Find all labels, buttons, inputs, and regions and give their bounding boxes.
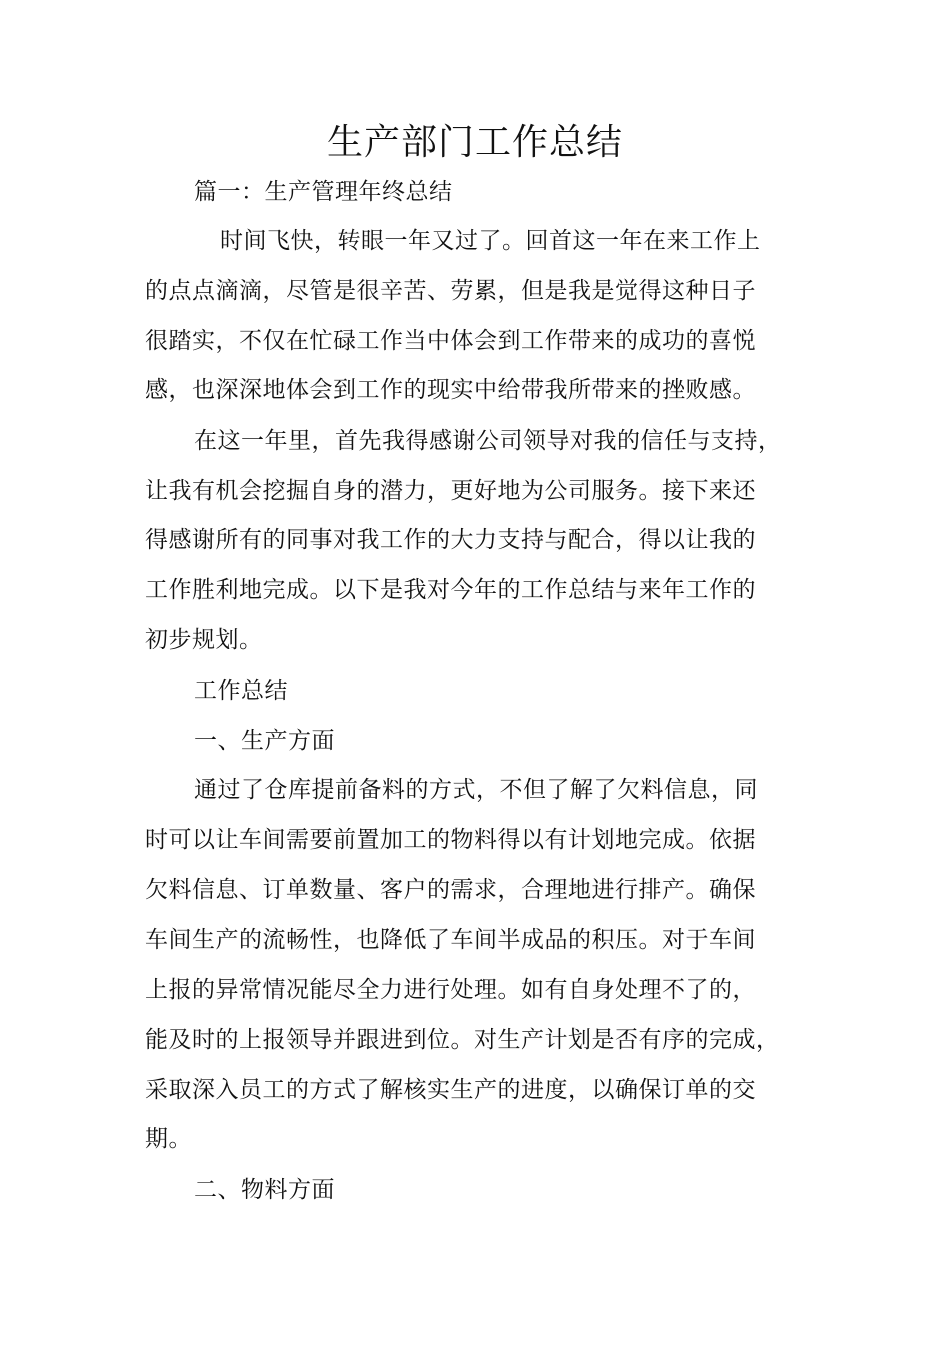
paragraph-line: 时可以让车间需要前置加工的物料得以有计划地完成。依据	[145, 827, 756, 853]
paragraph-line: 得感谢所有的同事对我工作的大力支持与配合，得以让我的	[145, 527, 756, 553]
section-heading: 工作总结	[194, 678, 288, 704]
paragraph-line: 车间生产的流畅性，也降低了车间半成品的积压。对于车间	[145, 927, 756, 953]
paragraph-line: 初步规划。	[145, 627, 263, 653]
section-heading: 二、物料方面	[194, 1177, 335, 1203]
paragraph-line: 感，也深深地体会到工作的现实中给带我所带来的挫败感。	[145, 377, 756, 403]
paragraph-line: 欠料信息、订单数量、客户的需求，合理地进行排产。确保	[145, 877, 756, 903]
paragraph-line: 很踏实，不仅在忙碌工作当中体会到工作带来的成功的喜悦	[145, 328, 756, 354]
paragraph-line: 期。	[145, 1126, 192, 1152]
paragraph-line: 上报的异常情况能尽全力进行处理。如有自身处理不了的，	[145, 977, 756, 1003]
paragraph-line: 时间飞快，转眼一年又过了。回首这一年在来工作上	[220, 228, 761, 254]
paragraph-line: 的点点滴滴，尽管是很辛苦、劳累，但是我是觉得这种日子	[145, 278, 756, 304]
paragraph-line: 让我有机会挖掘自身的潜力，更好地为公司服务。接下来还	[145, 478, 756, 504]
paragraph-line: 在这一年里，首先我得感谢公司领导对我的信任与支持，	[194, 428, 782, 454]
paragraph-line: 能及时的上报领导并跟进到位。对生产计划是否有序的完成，	[145, 1027, 780, 1053]
paragraph-line: 采取深入员工的方式了解核实生产的进度，以确保订单的交	[145, 1077, 756, 1103]
document-title: 生产部门工作总结	[326, 122, 623, 163]
paragraph-line: 工作胜利地完成。以下是我对今年的工作总结与来年工作的	[145, 577, 756, 603]
section-heading: 一、生产方面	[194, 728, 335, 754]
paragraph-line: 通过了仓库提前备料的方式，不但了解了欠料信息，同	[194, 777, 758, 803]
section-subtitle: 篇一：生产管理年终总结	[194, 179, 453, 205]
